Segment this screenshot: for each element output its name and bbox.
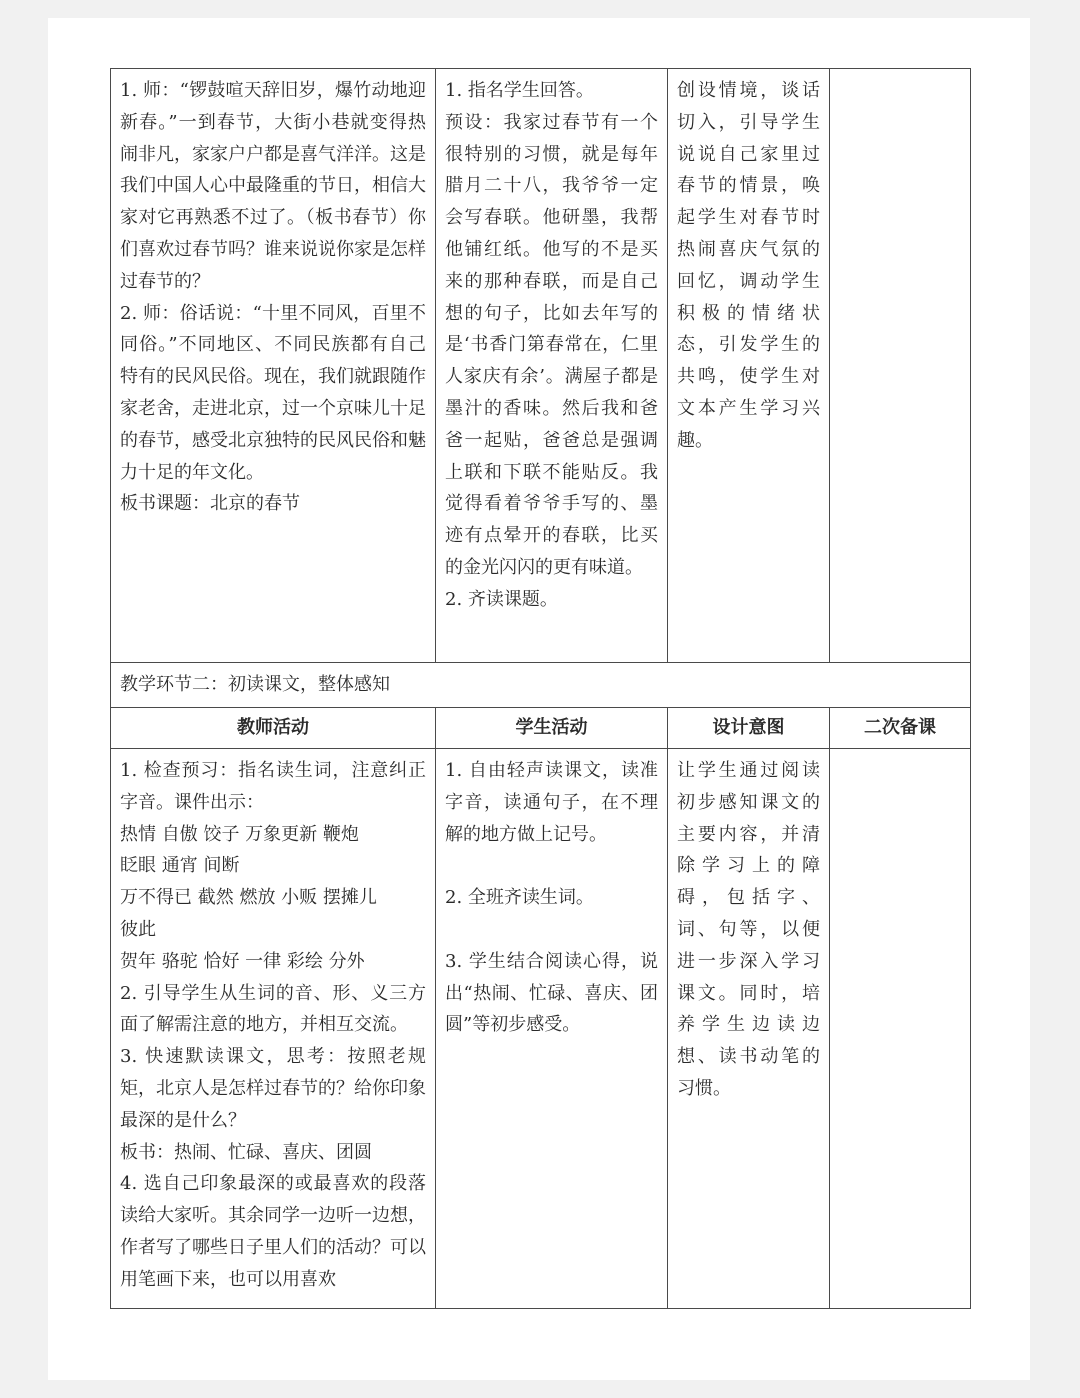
table-header-row bbox=[111, 708, 971, 749]
teacher-activity-item: 2. 引导学生从生词的音、形、义三方面了解需注意的地方，并相互交流。 bbox=[120, 982, 426, 1036]
secondary-prep-cell bbox=[830, 749, 971, 1309]
lesson-plan-table bbox=[110, 68, 971, 1309]
teacher-activity-cell bbox=[111, 69, 436, 663]
design-intent-text: 创设情境，谈话切入，引导学生说说自己家里过春节的情景，唤起学生对春节时热闹喜庆气氛的回忆，调动学生积极的情绪状态，引发学生的共鸣，使学生对文本产生学习兴趣。 bbox=[677, 80, 820, 451]
header-secondary-prep: 二次备课 bbox=[830, 708, 971, 749]
spacer bbox=[445, 914, 658, 946]
secondary-prep-cell bbox=[830, 69, 971, 663]
table-row bbox=[111, 749, 971, 1309]
vocab-line: 眨眼 通宵 间断 bbox=[120, 855, 240, 877]
header-student-activity: 学生活动 bbox=[436, 708, 668, 749]
vocab-line: 彼此 bbox=[120, 918, 156, 940]
student-activity-item: 预设：我家过春节有一个很特别的习惯，就是每年腊月二十八，我爷爷一定会写春联。他研墨，我帮他铺红纸。他写的不是买来的那种春联，而是自己想的句子，比如去年写的是‘书香门第春常在，仁里人家庆有余’。满屋子都是墨汁的香味。然后我和爸爸一起贴，爸爸总是强调上联和下联不能贴反。我觉得看着爷爷手写的、墨迹有点晕开的春联，比买的金光闪闪的更有味道。 bbox=[445, 111, 658, 578]
vocab-line: 万不得已 截然 燃放 小贩 摆摊儿 bbox=[120, 887, 377, 909]
teacher-activity-item: 1. 检查预习：指名读生词，注意纠正字音。课件出示： bbox=[120, 760, 426, 813]
spacer bbox=[445, 850, 658, 882]
teacher-activity-item: 4. 选自己印象最深的或最喜欢的段落读给大家听。其余同学一边听一边想，作者写了哪些日子里人们的活动？可以用笔画下来，也可以用喜欢 bbox=[120, 1173, 426, 1290]
design-intent-cell bbox=[668, 749, 830, 1309]
table-row bbox=[111, 663, 971, 708]
teacher-activity-cell bbox=[111, 749, 436, 1309]
student-activity-item: 1. 指名学生回答。 bbox=[445, 80, 594, 101]
section-title: 教学环节二：初读课文，整体感知 bbox=[111, 663, 971, 708]
teacher-activity-item: 1. 师：“锣鼓喧天辞旧岁，爆竹动地迎新春。”一到春节，大街小巷就变得热闹非凡，家家户户都是喜气洋洋。这是我们中国人心中最隆重的节日，相信大家对它再熟悉不过了。（板书春节）你们喜欢过春节吗？谁来说说你家是怎样过春节的？ bbox=[120, 80, 426, 292]
table-row bbox=[111, 69, 971, 663]
vocab-line: 热情 自傲 饺子 万象更新 鞭炮 bbox=[120, 823, 359, 845]
design-intent-text: 让学生通过阅读初步感知课文的主要内容，并清除学习上的障碍，包括字、词、句等，以便进一步深入学习课文。同时，培养学生边读边想、读书动笔的习惯。 bbox=[677, 760, 820, 1099]
header-teacher-activity: 教师活动 bbox=[111, 708, 436, 749]
student-activity-item: 2. 齐读课题。 bbox=[445, 588, 558, 610]
teacher-activity-item: 板书课题：北京的春节 bbox=[120, 493, 300, 515]
header-design-intent: 设计意图 bbox=[668, 708, 830, 749]
student-activity-item: 3. 学生结合阅读心得，说出“热闹、忙碌、喜庆、团圆”等初步感受。 bbox=[445, 950, 658, 1036]
student-activity-item: 2. 全班齐读生词。 bbox=[445, 887, 594, 909]
teacher-activity-item: 板书：热闹、忙碌、喜庆、团圆 bbox=[120, 1141, 372, 1163]
student-activity-item: 1. 自由轻声读课文，读准字音，读通句子，在不理解的地方做上记号。 bbox=[445, 760, 658, 845]
student-activity-cell bbox=[436, 69, 668, 663]
teacher-activity-item: 3. 快速默读课文，思考：按照老规矩，北京人是怎样过春节的？给你印象最深的是什么？ bbox=[120, 1046, 426, 1131]
student-activity-cell bbox=[436, 749, 668, 1309]
teacher-activity-item: 2. 师：俗话说：“十里不同风，百里不同俗。”不同地区、不同民族都有自己特有的民风民俗。现在，我们就跟随作家老舍，走进北京，过一个京味儿十足的春节，感受北京独特的民风民俗和魅力十足的年文化。 bbox=[120, 302, 426, 483]
design-intent-cell bbox=[668, 69, 830, 663]
vocab-line: 贺年 骆驼 恰好 一律 彩绘 分外 bbox=[120, 950, 365, 972]
